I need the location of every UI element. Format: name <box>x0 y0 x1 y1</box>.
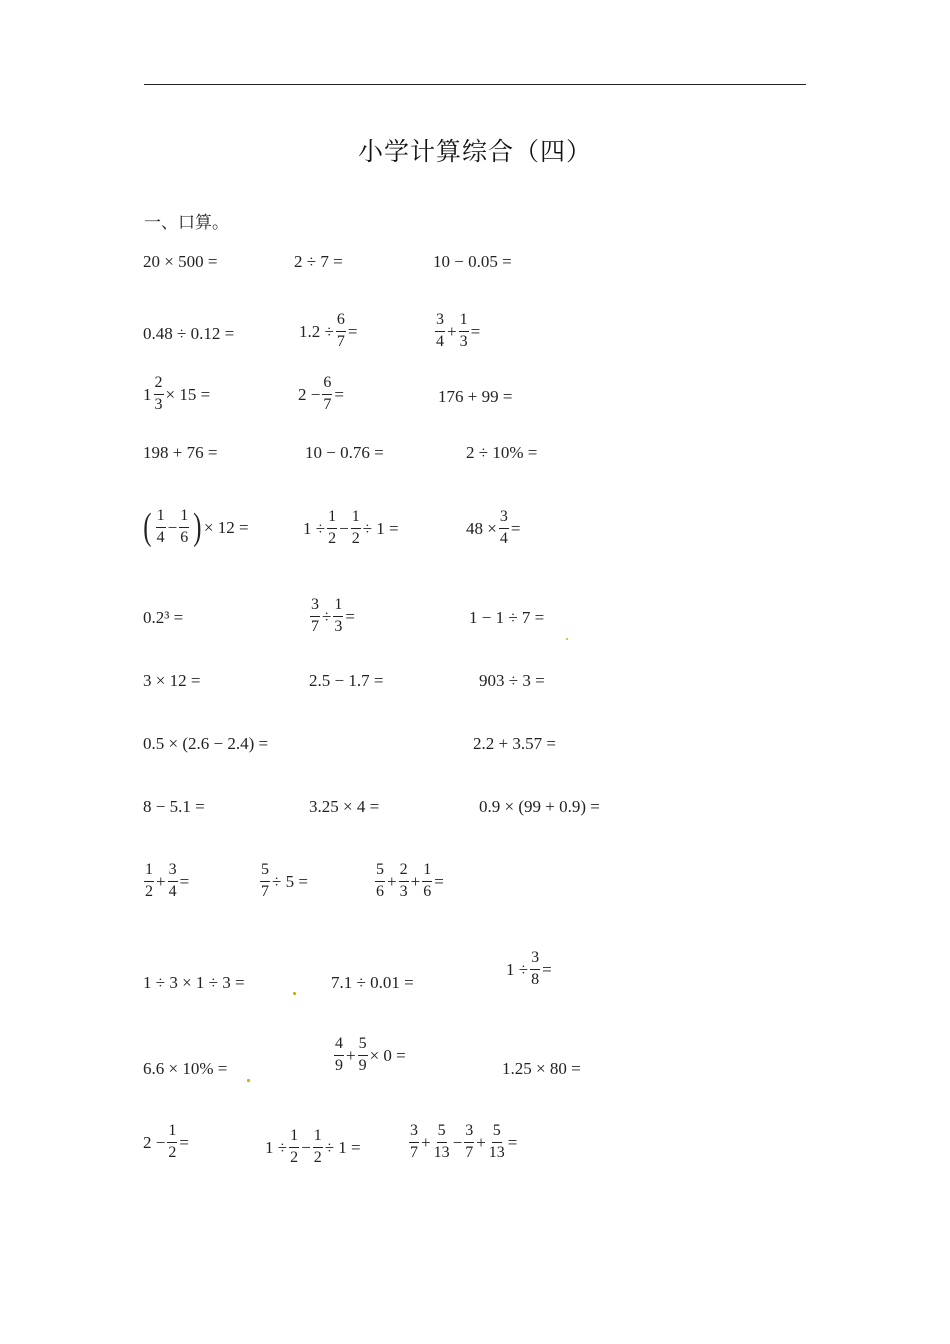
fraction <box>459 312 469 351</box>
problem-19 <box>143 672 200 689</box>
fraction <box>333 597 343 636</box>
denominator: 7 <box>261 882 269 900</box>
denominator: 4 <box>168 882 177 900</box>
whole-part: 1 <box>143 384 152 404</box>
expr-text: = <box>334 384 344 404</box>
expr-text: 20 × 500 = <box>143 252 218 271</box>
expr-text: 0.9 × (99 + 0.9) = <box>479 797 600 816</box>
expr-text: ÷ 5 = <box>272 871 308 891</box>
denominator: 8 <box>531 970 540 988</box>
fraction <box>313 1128 323 1167</box>
denominator: 4 <box>436 332 444 350</box>
numerator: 3 <box>409 1123 419 1143</box>
numerator: 1 <box>167 1123 177 1143</box>
problem-1 <box>143 253 217 270</box>
problem-27 <box>142 862 189 901</box>
denominator: 2 <box>313 1148 322 1166</box>
operator: − <box>167 517 178 537</box>
expr-text: 3 × 12 = <box>143 671 201 690</box>
fraction <box>399 862 409 901</box>
problem-38 <box>407 1123 517 1162</box>
expr-text: 1.2 ÷ <box>299 321 334 341</box>
problem-31 <box>331 974 414 991</box>
problem-28 <box>258 862 308 901</box>
problem-33 <box>143 1060 227 1077</box>
problem-11 <box>305 444 384 461</box>
expr-text: = <box>542 959 552 979</box>
fraction <box>179 508 189 547</box>
denominator: 7 <box>323 395 332 413</box>
numerator: 1 <box>144 862 154 882</box>
fraction <box>375 862 385 901</box>
expr-text: = <box>507 1132 518 1152</box>
expr-text: 198 + 76 = <box>143 443 218 462</box>
fraction <box>435 312 445 351</box>
expr-text: × 0 = <box>369 1045 406 1065</box>
expr-text: 2 − <box>143 1132 166 1152</box>
numerator: 5 <box>437 1123 447 1143</box>
denominator: 13 <box>433 1143 450 1161</box>
problem-9 <box>438 388 512 405</box>
denominator: 7 <box>465 1143 474 1161</box>
problem-15 <box>466 509 520 548</box>
expr-text: ÷ 1 = <box>362 518 399 538</box>
problem-17 <box>308 597 355 636</box>
expr-text: = <box>434 871 444 891</box>
expr-text: 10 − 0.05 = <box>433 252 512 271</box>
fraction <box>358 1036 368 1075</box>
expr-text: 7.1 ÷ 0.01 = <box>331 973 414 992</box>
expr-text: ÷ 1 = <box>324 1137 361 1157</box>
problem-25 <box>309 798 379 815</box>
operator: + <box>387 871 397 891</box>
expr-text: 1 ÷ <box>265 1137 288 1157</box>
section-heading: 一、口算。 <box>144 213 229 233</box>
expr-text: 3.25 × 4 = <box>309 797 380 816</box>
denominator: 6 <box>180 528 189 546</box>
fraction <box>499 509 509 548</box>
operator: − <box>301 1137 311 1157</box>
expr-text: 0.48 ÷ 0.12 = <box>143 324 235 343</box>
fraction <box>334 1036 344 1075</box>
expr-text: = <box>345 606 355 626</box>
numerator: 1 <box>422 862 432 882</box>
denominator: 2 <box>290 1148 299 1166</box>
expr-text: 2.2 + 3.57 = <box>473 734 556 753</box>
expr-text: = <box>470 321 481 341</box>
fraction <box>289 1128 299 1167</box>
problem-5 <box>299 312 357 351</box>
problem-34 <box>332 1036 406 1075</box>
denominator: 6 <box>376 882 384 900</box>
denominator: 9 <box>358 1056 367 1074</box>
expr-text: = <box>179 1132 189 1152</box>
expr-text: 2 ÷ 10% = <box>466 443 538 462</box>
fraction <box>260 862 270 901</box>
problem-30 <box>143 974 245 991</box>
problem-18 <box>469 609 544 626</box>
denominator: 13 <box>488 1143 505 1161</box>
expr-text: 1 − 1 ÷ 7 = <box>469 608 545 627</box>
stray-mark <box>566 638 568 640</box>
stray-mark <box>293 992 296 995</box>
fraction <box>488 1123 506 1162</box>
stray-mark <box>247 1079 250 1082</box>
operator: + <box>410 871 421 891</box>
numerator: 3 <box>310 597 320 617</box>
fraction <box>167 1123 177 1162</box>
numerator: 6 <box>322 375 332 395</box>
numerator: 1 <box>327 509 337 529</box>
operator: + <box>156 871 166 891</box>
expr-text: 48 × <box>466 518 497 538</box>
numerator: 6 <box>336 312 346 332</box>
fraction <box>168 862 178 901</box>
expr-text: 1 ÷ 3 × 1 ÷ 3 = <box>143 973 245 992</box>
operator: + <box>476 1132 486 1152</box>
expr-text: 2 ÷ 7 = <box>294 252 343 271</box>
expr-text: 8 − 5.1 = <box>143 797 205 816</box>
expr-text: = <box>347 321 358 341</box>
problem-16 <box>143 609 183 626</box>
numerator: 3 <box>530 950 540 970</box>
fraction <box>144 862 154 901</box>
expr-text: × 12 = <box>203 517 249 537</box>
left-paren: ( <box>143 506 152 549</box>
mixed-number <box>143 375 166 414</box>
denominator: 3 <box>334 617 343 635</box>
numerator: 3 <box>499 509 509 529</box>
operator: − <box>339 518 349 538</box>
numerator: 2 <box>399 862 409 882</box>
numerator: 1 <box>313 1128 323 1148</box>
fraction <box>422 862 432 901</box>
fraction <box>351 509 361 548</box>
numerator: 1 <box>156 508 166 528</box>
problem-21 <box>479 672 545 689</box>
denominator: 2 <box>351 529 360 547</box>
problem-23 <box>473 735 556 752</box>
problem-35 <box>502 1060 581 1077</box>
denominator: 3 <box>459 332 468 350</box>
denominator: 2 <box>145 882 153 900</box>
fraction <box>409 1123 419 1162</box>
numerator: 2 <box>154 375 164 395</box>
problem-13 <box>141 508 249 547</box>
numerator: 3 <box>435 312 445 332</box>
denominator: 9 <box>335 1056 343 1074</box>
fraction <box>327 509 337 548</box>
numerator: 5 <box>260 862 270 882</box>
problem-3 <box>433 253 512 270</box>
problem-24 <box>143 798 205 815</box>
expr-text: 2.5 − 1.7 = <box>309 671 384 690</box>
fraction <box>336 312 346 351</box>
problem-36 <box>143 1123 189 1162</box>
numerator: 5 <box>492 1123 502 1143</box>
numerator: 4 <box>334 1036 344 1056</box>
numerator: 5 <box>358 1036 368 1056</box>
fraction <box>322 375 332 414</box>
denominator: 3 <box>154 395 163 413</box>
fraction <box>154 375 164 414</box>
fraction <box>433 1123 451 1162</box>
denominator: 4 <box>156 528 165 546</box>
problem-20 <box>309 672 383 689</box>
expr-text: 903 ÷ 3 = <box>479 671 545 690</box>
numerator: 5 <box>375 862 385 882</box>
denominator: 2 <box>328 529 337 547</box>
operator: + <box>421 1132 431 1152</box>
expr-text: 6.6 × 10% = <box>143 1059 228 1078</box>
expr-text: 176 + 99 = <box>438 387 513 406</box>
problem-7 <box>143 375 210 414</box>
expr-text: 1 ÷ <box>506 959 529 979</box>
numerator: 3 <box>168 862 178 882</box>
problem-10 <box>143 444 217 461</box>
page-title: 小学计算综合（四） <box>357 137 592 166</box>
fraction <box>530 950 540 989</box>
numerator: 3 <box>464 1123 474 1143</box>
operator: + <box>346 1045 356 1065</box>
denominator: 4 <box>499 529 508 547</box>
operator: + <box>447 321 457 341</box>
numerator: 1 <box>351 509 361 529</box>
operator: ÷ <box>322 606 332 626</box>
problem-2 <box>294 253 343 270</box>
denominator: 7 <box>410 1143 418 1161</box>
denominator: 2 <box>168 1143 177 1161</box>
problem-37 <box>265 1128 361 1167</box>
problem-12 <box>466 444 537 461</box>
expr-text: 1 ÷ <box>303 518 326 538</box>
numerator: 1 <box>179 508 189 528</box>
operator: − <box>452 1132 463 1152</box>
problem-4 <box>143 325 234 342</box>
denominator: 7 <box>311 617 319 635</box>
numerator: 1 <box>333 597 343 617</box>
denominator: 3 <box>399 882 408 900</box>
problem-32 <box>506 950 552 989</box>
expr-text: 2 − <box>298 384 321 404</box>
numerator: 1 <box>459 312 469 332</box>
problem-26 <box>479 798 600 815</box>
problem-14 <box>303 509 399 548</box>
denominator: 6 <box>423 882 432 900</box>
top-rule <box>144 84 806 85</box>
fraction <box>464 1123 474 1162</box>
expr-text: 0.2³ = <box>143 608 184 627</box>
numerator: 1 <box>289 1128 299 1148</box>
problem-6 <box>433 312 480 351</box>
problem-22 <box>143 735 268 752</box>
expr-text: = <box>179 871 190 891</box>
problem-29 <box>373 862 444 901</box>
fraction <box>310 597 320 636</box>
expr-text: = <box>510 518 521 538</box>
denominator: 7 <box>336 332 345 350</box>
expr-text: × 15 = <box>165 384 211 404</box>
expr-text: 1.25 × 80 = <box>502 1059 581 1078</box>
expr-text: 0.5 × (2.6 − 2.4) = <box>143 734 269 753</box>
expr-text: 10 − 0.76 = <box>305 443 384 462</box>
fraction <box>156 508 166 547</box>
right-paren: ) <box>193 506 202 549</box>
problem-8 <box>298 375 344 414</box>
